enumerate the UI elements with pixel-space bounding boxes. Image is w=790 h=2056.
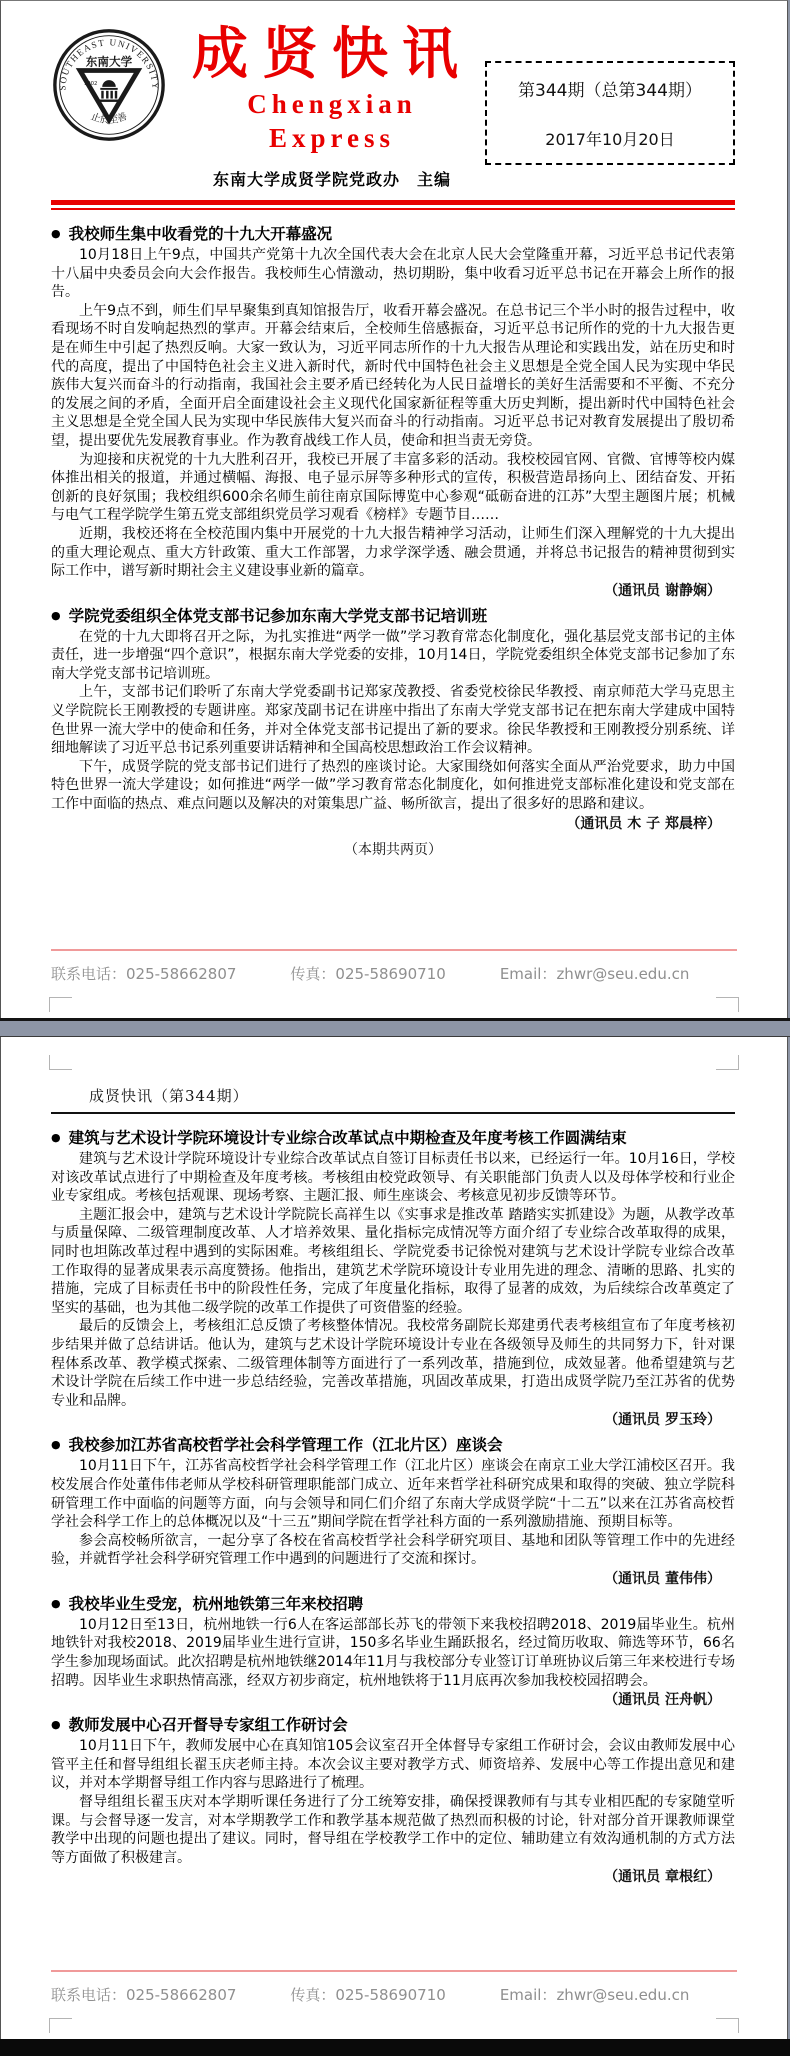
footer-phone xyxy=(51,963,236,984)
article-credit: （通讯员 罗玉玲） xyxy=(604,1412,721,1429)
article-paragraph: 下午，成贤学院的党支部书记们进行了热烈的座谈讨论。大家围绕如何落实全面从严治党要求，助力中国特色世界一流大学建设；如何推进“两学一做”学习教育常态化制度化，如何推进党支部标准化建设和党支部在工作中面临的热点、难点问题以及解决的对策集思广益、畅所欲言，提出了很多好的思路和建议。 xyxy=(51,758,735,813)
seal-ring-text: SOUTHEAST UNIVERSITY xyxy=(57,37,161,91)
crop-mark xyxy=(49,997,72,1012)
article-paragraph: 上午，支部书记们聆听了东南大学党委副书记郑家茂教授、省委党校徐民华教授、南京师范大学马克思主义学院院长王刚教授的专题讲座。郑家茂副书记在讲座中指出了东南大学党支部书记在把东南大学建成中国特色世界一流大学中的使命和任务，并对全体党支部书记提出了新的要求。徐民华教授和王刚教授分别系统、详细地解读了习近平总书记系列重要讲话精神和全国高校思想政治工作会议精神。 xyxy=(51,684,735,757)
page1-footer xyxy=(51,949,737,984)
university-seal-logo xyxy=(51,21,179,147)
page1-articles xyxy=(51,222,735,835)
article-paragraph: 建筑与艺术设计学院环境设计专业综合改革试点自签订目标责任书以来，已经运行一年。10月16日，学校对该改革试点进行了中期检查及年度考核。考核组由校党政领导、有关职能部门负责人以及母体学校和行业企业专家组成。考核包括观课、现场考察、主题汇报、师生座谈会、考核意见初步反馈等环节。 xyxy=(51,1151,735,1205)
bullet-icon: ● xyxy=(51,227,61,240)
seal-cn-name: 东南大学 xyxy=(85,54,133,69)
article-paragraph: 督导组组长翟玉庆对本学期听课任务进行了分工统筹安排，确保授课教师有与其专业相匹配的专家随堂听课。与会督导逐一发言，对本学期教学工作和教学基本规范做了热烈而积极的讨论，针对部分首开课教师课堂教学中出现的问题也提出了建议。同时，督导组在学校教学工作中的定位、辅助建立有效沟通机制的方式方法等方面做了积极建言。 xyxy=(51,1794,735,1866)
footer-phone xyxy=(51,1984,236,2005)
issue-number: 第344期（总第344期） xyxy=(518,81,702,101)
issue-box xyxy=(485,61,735,165)
footer-phone-value: 025-58662807 xyxy=(126,1986,237,2004)
article-title-text: 学院党委组织全体党支部书记参加东南大学党支部书记培训班 xyxy=(68,606,488,625)
red-double-rule xyxy=(51,200,735,210)
footer-fax-value: 025-58690710 xyxy=(335,965,446,983)
article xyxy=(51,222,735,602)
article-title xyxy=(51,1433,735,1457)
article-title-text: 我校参加江苏省高校哲学社会科学管理工作（江北片区）座谈会 xyxy=(68,1436,503,1455)
article-paragraph: 为迎接和庆祝党的十九大胜利召开，我校已开展了丰富多彩的活动。我校校园官网、官微、官博等校内媒体推出相关的报道，并通过横幅、海报、电子显示屏等多种形式的宣传，积极营造昂扬向上、团结奋发、开拓创新的良好氛围；我校组织600余名师生前往南京国际博览中心参观“砥砺奋进的江苏”大型主题图片展；机械与电气工程学院学生第五党支部组织党员学习观看《榜样》专题节目…… xyxy=(51,451,735,524)
bullet-icon: ● xyxy=(51,1131,61,1144)
footer-fax-label: 传真： xyxy=(290,965,336,983)
page-divider xyxy=(0,1018,790,1037)
crop-mark xyxy=(716,997,739,1012)
newsletter-page-1 xyxy=(0,0,788,1018)
page2-running-header: 成贤快讯（第344期） xyxy=(89,1087,249,1105)
footer-email-value: zhwr@seu.edu.cn xyxy=(556,1986,690,2004)
footer-email-value: zhwr@seu.edu.cn xyxy=(556,965,690,983)
header-rule xyxy=(51,1112,735,1114)
article xyxy=(51,1713,735,1888)
seal-motto: 止於至善 xyxy=(89,111,129,127)
newsletter-title-cn: 成贤快讯 xyxy=(192,21,472,87)
article-paragraph: 10月11日下午，江苏省高校哲学社会科学管理工作（江北片区）座谈会在南京工业大学江浦校区召开。我校发展合作处董伟伟老师从学校科研管理职能部门成立、近年来哲学社科研究成果和取得的突破、独立学院科研管理工作中面临的问题等方面，向与会领导和同仁们介绍了东南大学成贤学院“十二五”以来在江苏省高校哲学社会科学工作上的总体概况以及“十三五”期间学院在哲学社科方面的一系列激励措施、预期目标等。 xyxy=(51,1458,735,1531)
article xyxy=(51,1126,735,1431)
newsletter-title-en: Chengxian Express xyxy=(247,89,417,153)
issue-date: 2017年10月20日 xyxy=(545,130,675,149)
crop-mark xyxy=(49,1055,72,1070)
article-credit: （通讯员 木 子 郑晨梓） xyxy=(566,815,721,832)
editor-line: 东南大学成贤学院党政办 主编 xyxy=(212,170,451,189)
footer-fax xyxy=(290,1984,445,2005)
article-title-text: 教师发展中心召开督导专家组工作研讨会 xyxy=(68,1716,348,1735)
bullet-icon: ● xyxy=(51,1596,61,1610)
newsletter-page-2 xyxy=(0,1037,788,2039)
article-paragraph: 上午9点不到，师生们早早聚集到真知馆报告厅，收看开幕会盛况。在总书记三个半小时的报告过程中，收看现场不时自发响起热烈的掌声。开幕会结束后，全校师生倍感振奋，习近平总书记所作的党的十九大报告更是在师生中引起了热烈反响。大家一致认为，习近平同志所作的十九大报告从理论和实践出发，站在历史和时代的高度，提出了中国特色社会主义进入新时代，新时代中国特色社会主义思想是全党全国人民为实现中华民族伟大复兴而奋斗的行动指南，我国社会主要矛盾已经转化为人民日益增长的美好生活需要和不平衡、不充分的发展之间的矛盾，全面开启全面建设社会主义现代化国家新征程等重大历史判断，提出新时代中国特色社会主义思想是全党全国人民为实现中华民族伟大复兴而奋斗的行动指南。习近平总书记对教育发展提出了殷切希望，提出要优先发展教育事业。作为教育战线工作人员，使命和担当责无旁贷。 xyxy=(51,302,735,449)
article-paragraph: 主题汇报会中，建筑与艺术设计学院院长高祥生以《实事求是推改革 踏踏实实抓建设》为题，从教学改革与质量保障、二级管理制度改革、人才培养效果、量化指标完成情况等方面介绍了专业综合改革取得的成果，同时也坦陈改革过程中遇到的实际困难。考核组组长、学院党委书记徐悦对建筑与艺术设计学院专业综合改革工作取得的显著成果表示高度赞扬。他指出，建筑艺术学院环境设计专业用先进的理念、清晰的思路、扎实的措施，完成了目标责任书中的阶段性任务，完成了年度量化指标，取得了显著的成效，为后续综合改革奠定了坚实的基础，也为其他二级学院的改革工作提供了可资借鉴的经验。 xyxy=(51,1206,735,1316)
page2-footer xyxy=(51,1970,737,2005)
seu-seal-icon xyxy=(51,27,167,143)
footer-fax xyxy=(290,963,445,984)
article-title-text: 我校毕业生受宠，杭州地铁第三年来校招聘 xyxy=(68,1594,364,1613)
bullet-icon: ● xyxy=(51,1718,61,1732)
article xyxy=(51,1433,735,1590)
article-paragraph: 10月12日至13日，杭州地铁一行6人在客运部部长苏飞的带领下来我校招聘2018、2019届毕业生。杭州地铁针对我校2018、2019届毕业生进行宣讲，150多名毕业生踊跃报名，经过简历收取、筛选等环节，66名学生参加现场面试。此次招聘是杭州地铁继2014年11月与我校部分专业签订订单班协议后第三年来校进行专场招聘。因毕业生求职热情高涨，经双方初步商定，杭州地铁将于11月底再次参加我校校园招聘会。 xyxy=(51,1616,735,1689)
footer-email xyxy=(500,1984,690,2005)
article-title xyxy=(51,1126,735,1150)
article xyxy=(51,1592,735,1711)
footer-phone-value: 025-58662807 xyxy=(126,965,237,983)
page2-articles xyxy=(51,1126,735,1888)
footer-email xyxy=(500,963,690,984)
bullet-icon: ● xyxy=(51,1438,61,1452)
article-title-text: 我校师生集中收看党的十九大开幕盛况 xyxy=(68,225,333,243)
footer-fax-label: 传真： xyxy=(290,1986,336,2004)
masthead-titles xyxy=(179,21,485,190)
article-paragraph: 10月18日上午9点，中国共产党第十九次全国代表大会在北京人民大会堂隆重开幕，习近平总书记代表第十八届中央委员会向大会作报告。我校师生心情激动，热切期盼，集中收看习近平总书记在开幕会上所作的报告。 xyxy=(51,247,735,301)
bullet-icon: ● xyxy=(51,608,61,622)
crop-mark xyxy=(49,2018,72,2033)
article-title xyxy=(51,1713,735,1737)
crop-mark xyxy=(716,1055,739,1070)
crop-mark xyxy=(716,2018,739,2033)
article-title xyxy=(51,604,735,628)
article-title xyxy=(51,222,735,246)
article-paragraph: 最后的反馈会上，考核组汇总反馈了考核整体情况。我校常务副院长郑建勇代表考核组宣布了年度考核初步结果并做了总结讲话。他认为，建筑与艺术设计学院环境设计专业在各级领导及师生的共同努力下，针对课程体系改革、教学模式探索、二级管理体制等方面进行了一系列改革，措施到位，成效显著。他希望建筑与艺术设计学院在后续工作中进一步总结经验，完善改革措施，巩固改革成果，打造出成贤学院乃至江苏省的优势专业和品牌。 xyxy=(51,1318,735,1409)
article-title xyxy=(51,1592,735,1616)
article-paragraph: 近期，我校还将在全校范围内集中开展党的十九大报告精神学习活动，让师生们深入理解党的十九大提出的重大理论观点、重大方针政策、重大工作部署，力求学深学透、融会贯通，并将总书记报告的精神贯彻到实际工作中，谱写新时期社会主义建设事业新的篇章。 xyxy=(51,525,735,580)
article-paragraph: 在党的十九大即将召开之际，为扎实推进“两学一做”学习教育常态化制度化，强化基层党支部书记的主体责任，进一步增强“四个意识”，根据东南大学党委的安排，10月14日，学院党委组织全体党支部书记参加了东南大学党支部书记培训班。 xyxy=(51,628,735,682)
page-count-note: （本期共两页） xyxy=(344,841,442,858)
bottom-black-bar xyxy=(0,2039,790,2056)
article-credit: （通讯员 汪舟帆） xyxy=(604,1692,721,1709)
footer-email-label: Email： xyxy=(499,965,557,983)
footer-phone-label: 联系电话： xyxy=(51,1986,127,2004)
article-title-text: 建筑与艺术设计学院环境设计专业综合改革试点中期检查及年度考核工作圆满结束 xyxy=(68,1129,627,1147)
article-credit: （通讯员 董伟伟） xyxy=(604,1570,721,1587)
article xyxy=(51,604,735,835)
masthead xyxy=(51,21,735,190)
footer-phone-label: 联系电话： xyxy=(51,965,127,983)
footer-email-label: Email： xyxy=(499,1986,557,2004)
article-credit: （通讯员 章根红） xyxy=(604,1869,721,1886)
footer-fax-value: 025-58690710 xyxy=(335,1986,446,2004)
seal-year: 1902 xyxy=(83,81,98,87)
article-credit: （通讯员 谢静娴） xyxy=(604,582,721,599)
article-paragraph: 参会高校畅所欲言，一起分享了各校在省高校哲学社会科学研究项目、基地和团队等管理工作中的先进经验，并就哲学社会科学研究管理工作中遇到的问题进行了交流和探讨。 xyxy=(51,1532,735,1568)
article-paragraph: 10月11日下午，教师发展中心在真知馆105会议室召开全体督导专家组工作研讨会，会议由教师发展中心管平主任和督导组组长翟玉庆老师主持。本次会议主要对教学方式、师资培养、发展中心等工作提出意见和建议，并对本学期督导组工作内容与思路进行了梳理。 xyxy=(51,1738,735,1792)
